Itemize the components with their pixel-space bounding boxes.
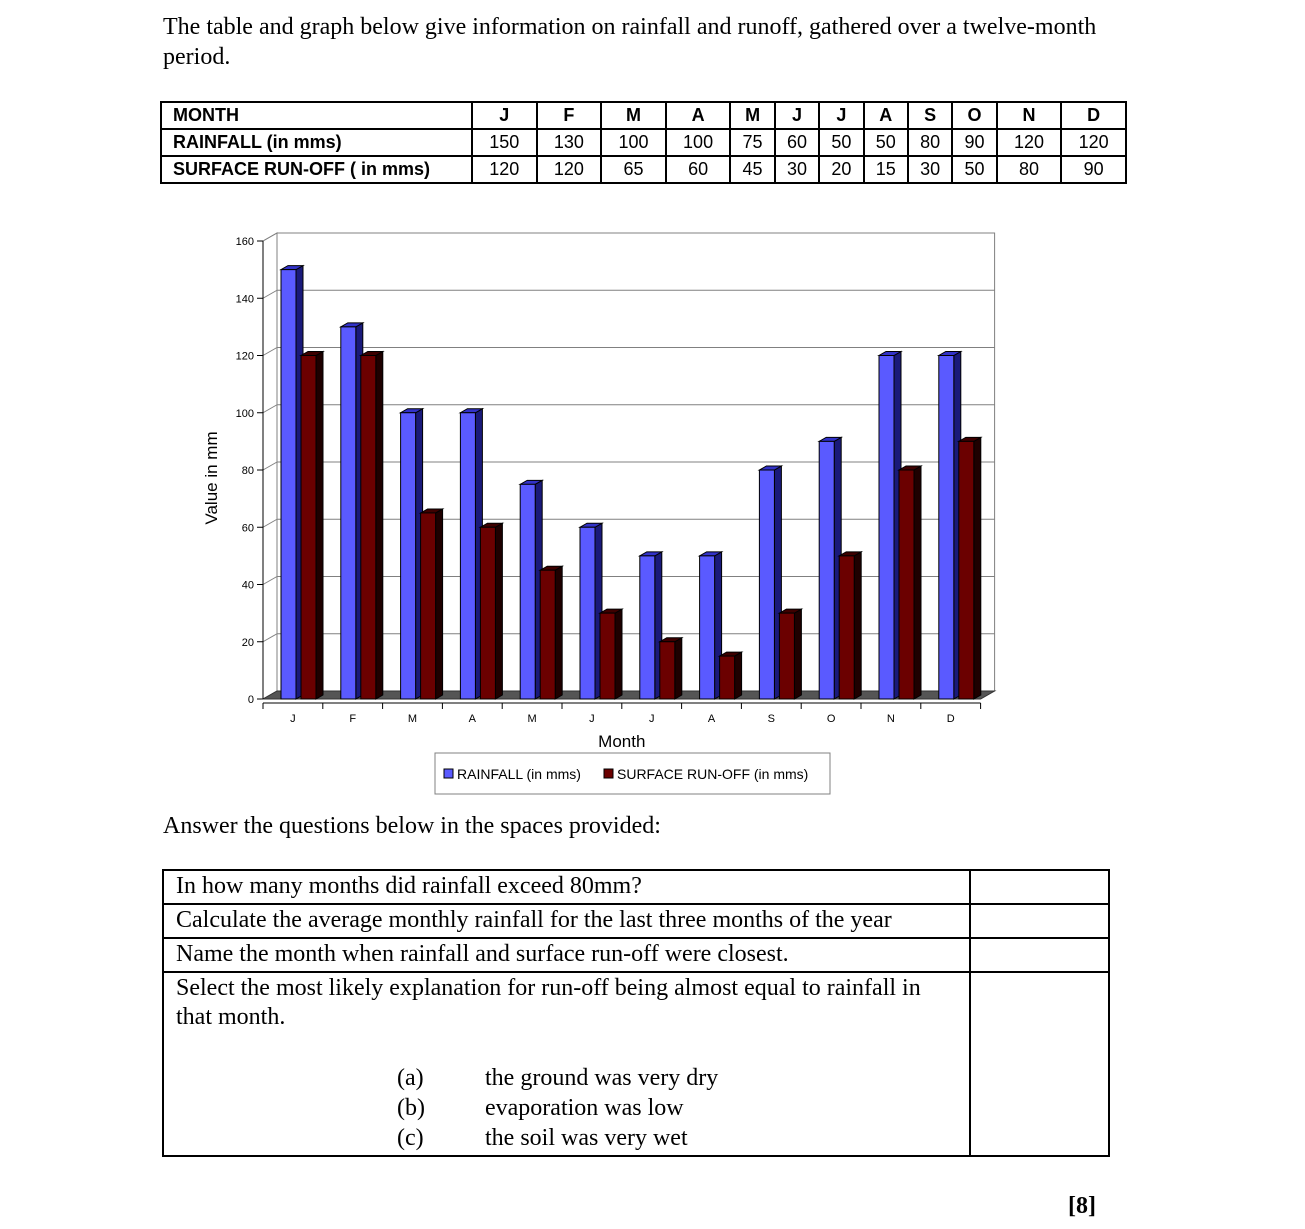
month-header: S [908,102,952,129]
y-tick-label: 100 [235,407,254,420]
table-cell: 80 [908,129,952,156]
table-cell: 100 [601,129,666,156]
table-cell: 50 [819,129,863,156]
table-cell: 80 [997,156,1062,183]
x-axis-title: Month [598,732,646,751]
x-tick-label: O [826,713,836,725]
table-header-label: MONTH [161,102,472,129]
x-tick-label: S [767,713,775,725]
runoff-bar [301,356,316,700]
option-item [176,1123,957,1153]
table-row-rainfall [161,129,1126,156]
runoff-bar-side [914,466,921,699]
table-cell: 130 [537,129,602,156]
table-cell: 90 [952,129,996,156]
option-text: evaporation was low [485,1095,684,1121]
runoff-bar-side [974,437,981,699]
table-cell: 15 [864,156,908,183]
option-letter: (a) [397,1065,424,1091]
rainfall-bar [281,270,296,699]
data-table [160,101,1127,184]
x-tick-label: J [290,713,296,725]
table-cell: 90 [1061,156,1126,183]
x-tick-label: D [946,713,955,725]
runoff-bar-side [316,352,323,700]
option-text: the soil was very wet [485,1125,688,1151]
x-tick-label: A [707,713,716,725]
rainfall-bar [341,327,356,699]
rainfall-bar [759,470,774,699]
table-header-row [161,102,1126,129]
runoff-bar-side [555,566,562,699]
runoff-bar [480,527,495,699]
table-cell: 20 [819,156,863,183]
runoff-bar-side [436,509,443,699]
month-header: D [1061,102,1126,129]
answer-box[interactable] [970,938,1109,972]
option-letter: (b) [397,1095,425,1121]
question-text: In how many months did rainfall exceed 80mm? [163,870,970,904]
questions-table [162,869,1110,1157]
runoff-bar-side [376,352,383,700]
bar-chart [195,225,1015,805]
option-item [176,1063,957,1093]
answer-intro: Answer the questions below in the spaces provided: [163,813,661,839]
table-cell: 120 [537,156,602,183]
row-label: RAINFALL (in mms) [161,129,472,156]
question-text: Calculate the average monthly rainfall for the last three months of the year [163,904,970,938]
x-tick-label: J [589,713,595,725]
table-cell: 60 [666,156,731,183]
table-cell: 150 [472,129,537,156]
rainfall-bar [520,484,535,699]
question-cell [163,972,970,1156]
table-cell: 30 [775,156,819,183]
answer-box[interactable] [970,870,1109,904]
table-cell: 50 [952,156,996,183]
runoff-bar [600,613,615,699]
legend-swatch-runoff [604,769,613,778]
runoff-bar [779,613,794,699]
table-cell: 120 [1061,129,1126,156]
legend-label-runoff: SURFACE RUN-OFF (in mms) [617,766,809,782]
table-cell: 30 [908,156,952,183]
month-header: M [601,102,666,129]
runoff-bar-side [854,552,861,699]
answer-box[interactable] [970,904,1109,938]
table-row-runoff [161,156,1126,183]
x-tick-label: N [886,713,895,725]
y-tick-label: 0 [247,694,254,706]
runoff-bar-side [675,638,682,699]
option-letter: (c) [397,1125,424,1151]
question-row [163,938,1109,972]
rainfall-bar [401,413,416,699]
rainfall-bar [580,527,595,699]
runoff-bar [361,356,376,700]
x-tick-label: F [349,713,357,725]
y-tick-label: 120 [235,350,254,363]
rainfall-bar [939,356,954,700]
table-cell: 120 [997,129,1062,156]
option-item [176,1093,957,1123]
rainfall-bar [819,441,834,699]
month-header: A [666,102,731,129]
month-header: J [472,102,537,129]
month-header: F [537,102,602,129]
month-header: N [997,102,1062,129]
runoff-bar [959,441,974,699]
runoff-bar-side [794,609,801,699]
table-cell: 120 [472,156,537,183]
rainfall-bar [700,556,715,699]
options-list [176,1063,957,1153]
runoff-bar-side [735,652,742,699]
table-cell: 50 [864,129,908,156]
question-text: Select the most likely explanation for run-off being almost equal to rainfall in that month. [176,975,921,1030]
y-tick-label: 20 [241,636,254,649]
y-tick-label: 140 [235,293,254,306]
month-header: O [952,102,996,129]
runoff-bar [421,513,436,699]
option-text: the ground was very dry [485,1065,719,1091]
table-cell: 45 [730,156,774,183]
runoff-bar [839,556,854,699]
y-tick-label: 60 [241,522,254,535]
runoff-bar-side [495,523,502,699]
month-header: J [819,102,863,129]
rainfall-bar [460,413,475,699]
question-text: Name the month when rainfall and surface run-off were closest. [163,938,970,972]
table-cell: 65 [601,156,666,183]
y-axis-title: Value in mm [202,431,221,525]
legend-label-rainfall: RAINFALL (in mms) [457,766,581,782]
question-row [163,972,1109,1156]
runoff-bar [660,642,675,699]
table-cell: 100 [666,129,731,156]
question-row [163,904,1109,938]
runoff-bar-side [615,609,622,699]
runoff-bar [720,656,735,699]
month-header: J [775,102,819,129]
row-label: SURFACE RUN-OFF ( in mms) [161,156,472,183]
question-row [163,870,1109,904]
y-tick-label: 160 [235,236,254,248]
answer-box[interactable] [970,972,1109,1156]
x-tick-label: A [468,713,476,725]
table-cell: 60 [775,129,819,156]
rainfall-bar [879,356,894,700]
legend-swatch-rainfall [444,769,453,778]
runoff-bar [899,470,914,699]
x-tick-label: J [648,713,655,725]
rainfall-bar [640,556,655,699]
month-header: M [730,102,774,129]
month-header: A [864,102,908,129]
table-cell: 75 [730,129,774,156]
runoff-bar [540,570,555,699]
y-tick-label: 80 [241,465,254,477]
x-tick-label: M [527,713,537,725]
x-tick-label: M [407,713,418,725]
marks-total: [8] [1068,1193,1096,1219]
y-tick-label: 40 [241,579,254,592]
intro-text: The table and graph below give information on rainfall and runoff, gathered over a twelve-month period. [163,14,1097,70]
